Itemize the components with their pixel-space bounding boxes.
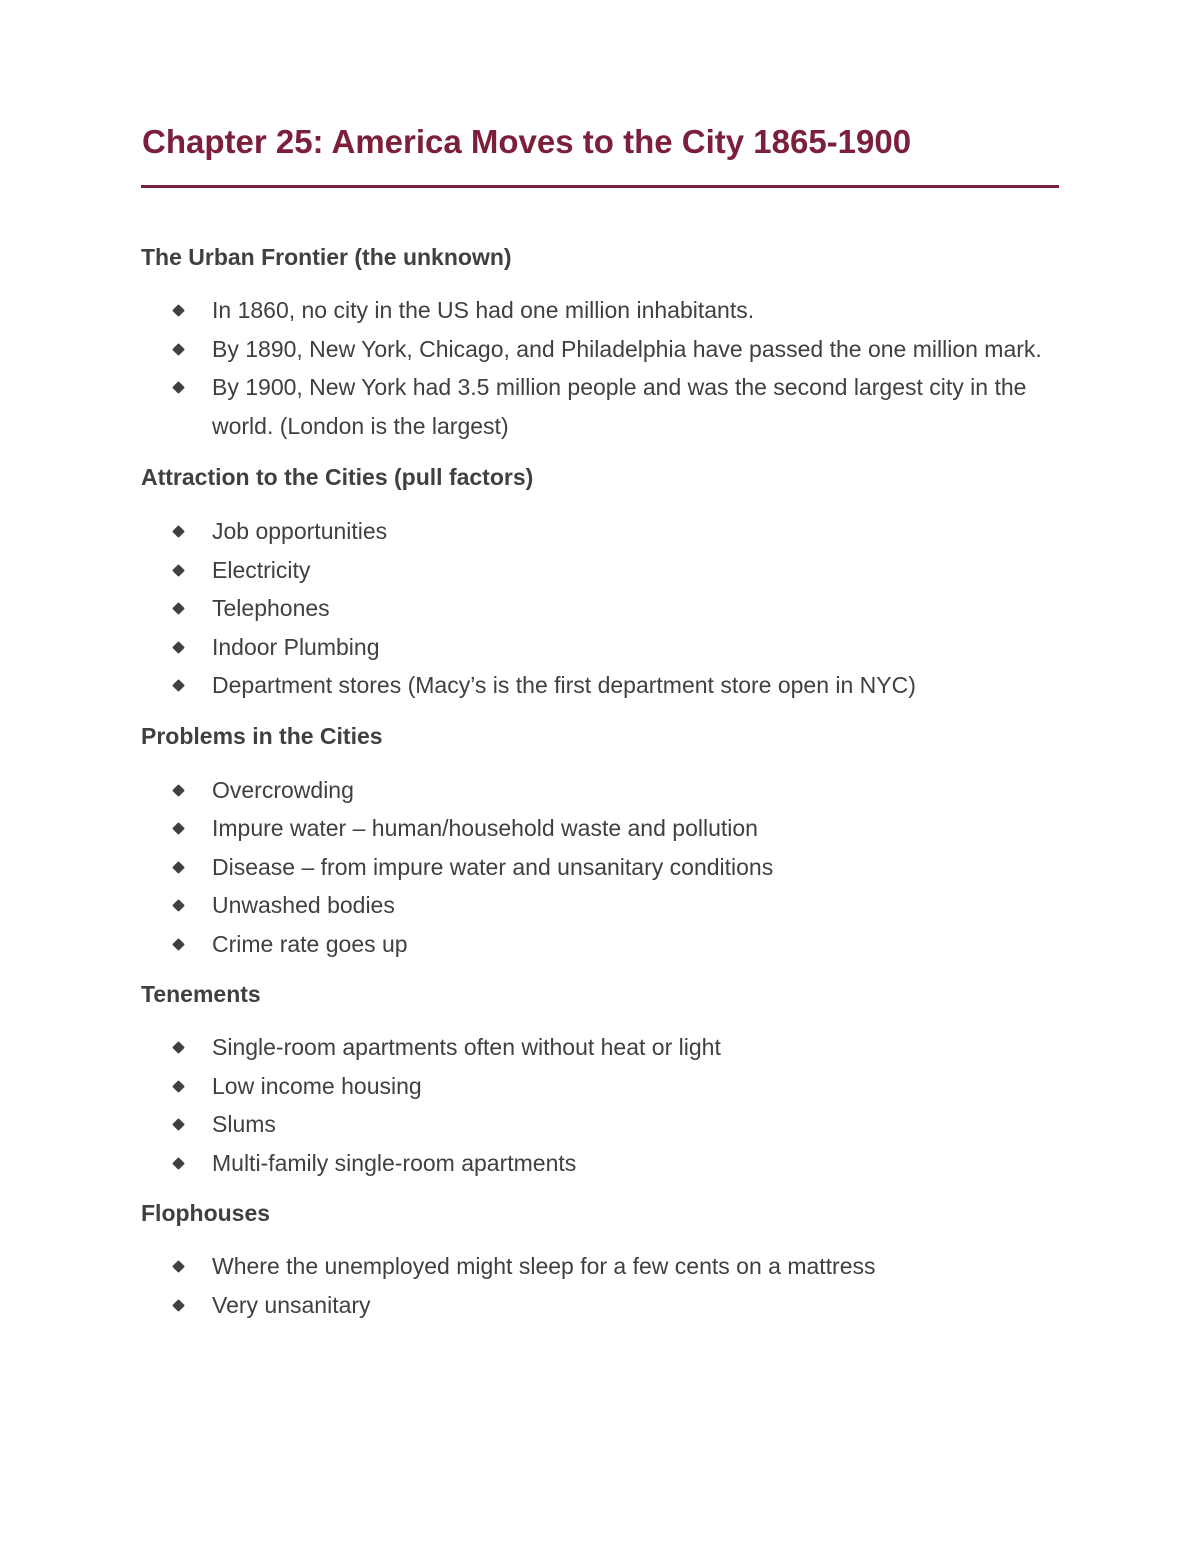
bullet-icon	[172, 602, 185, 615]
bullet-icon	[172, 861, 185, 874]
bullet-icon	[172, 1080, 185, 1093]
list-item-text: Electricity	[212, 556, 311, 583]
list-item-text: Single-room apartments often without heat or light	[212, 1034, 721, 1060]
bullet-icon	[172, 1260, 185, 1273]
list-item-text: Unwashed bodies	[212, 892, 395, 918]
list-item-text: Low income housing	[212, 1072, 422, 1099]
list-item	[141, 551, 1042, 590]
list-item	[141, 330, 1042, 369]
bullet-icon	[172, 679, 185, 692]
list-item-text: Department stores (Macy’s is the first department store open in NYC)	[212, 672, 916, 698]
list-item	[141, 886, 1042, 925]
bullet-list	[141, 512, 1059, 705]
list-item-text: Multi-family single-room apartments	[212, 1149, 577, 1176]
list-item	[141, 368, 1042, 445]
list-item-text: Where the unemployed might sleep for a few cents on a mattress	[212, 1253, 876, 1279]
section-heading: Flophouses	[141, 1200, 271, 1226]
bullet-icon	[172, 343, 185, 356]
bullet-icon	[172, 822, 185, 835]
list-item-text: Slums	[212, 1111, 276, 1137]
bullet-icon	[172, 1118, 185, 1131]
list-item-text: In 1860, no city in the US had one million inhabitants.	[212, 297, 755, 323]
section-urban-frontier	[141, 241, 1059, 445]
bullet-icon	[172, 641, 185, 654]
bullet-icon	[172, 1041, 185, 1054]
bullet-icon	[172, 525, 185, 538]
list-item	[141, 589, 1042, 628]
section-flophouses	[141, 1197, 1059, 1324]
document-page	[141, 118, 1059, 1324]
list-item	[141, 1144, 1042, 1183]
section-heading: Tenements	[141, 981, 261, 1007]
list-item	[141, 809, 1042, 848]
bullet-list	[141, 1028, 1059, 1182]
list-item	[141, 1286, 1042, 1325]
list-item	[141, 848, 1042, 887]
bullet-icon	[172, 1157, 185, 1170]
list-item-text: Job opportunities	[212, 518, 388, 544]
list-item-text: By 1900, New York had 3.5 million people and was the second largest city in the world. (London is the largest)	[212, 374, 1027, 439]
list-item	[141, 628, 1042, 667]
list-item-text: Crime rate goes up	[212, 930, 408, 957]
list-item	[141, 1247, 1042, 1286]
list-item	[141, 771, 1042, 810]
bullet-icon	[172, 564, 185, 577]
bullet-list	[141, 1247, 1059, 1324]
list-item-text: Impure water – human/household waste and pollution	[212, 815, 758, 841]
list-item	[141, 666, 1042, 705]
bullet-icon	[172, 784, 185, 797]
list-item	[141, 1105, 1042, 1144]
section-heading: Problems in the Cities	[141, 722, 383, 749]
page-title: Chapter 25: America Moves to the City 1865-1900	[142, 123, 912, 160]
bullet-icon	[172, 381, 185, 394]
bullet-icon	[172, 304, 185, 317]
section-tenements	[141, 978, 1059, 1182]
bullet-icon	[172, 938, 185, 951]
bullet-list	[141, 291, 1059, 445]
list-item	[141, 512, 1042, 551]
bullet-list	[141, 771, 1059, 964]
list-item	[141, 1067, 1042, 1106]
list-item	[141, 291, 1042, 330]
title-underline	[141, 185, 1059, 188]
section-heading: Attraction to the Cities (pull factors)	[141, 464, 534, 490]
bullet-icon	[172, 1299, 185, 1312]
section-problems	[141, 720, 1059, 964]
bullet-icon	[172, 899, 185, 912]
list-item-text: By 1890, New York, Chicago, and Philadelphia have passed the one million mark.	[212, 335, 1042, 362]
list-item-text: Overcrowding	[212, 776, 354, 803]
list-item	[141, 925, 1042, 964]
list-item-text: Indoor Plumbing	[212, 633, 380, 660]
list-item-text: Disease – from impure water and unsanitary conditions	[212, 853, 774, 880]
section-attraction	[141, 461, 1059, 705]
list-item-text: Telephones	[212, 595, 330, 621]
list-item	[141, 1028, 1042, 1067]
list-item-text: Very unsanitary	[212, 1291, 371, 1318]
section-heading: The Urban Frontier (the unknown)	[141, 244, 512, 270]
